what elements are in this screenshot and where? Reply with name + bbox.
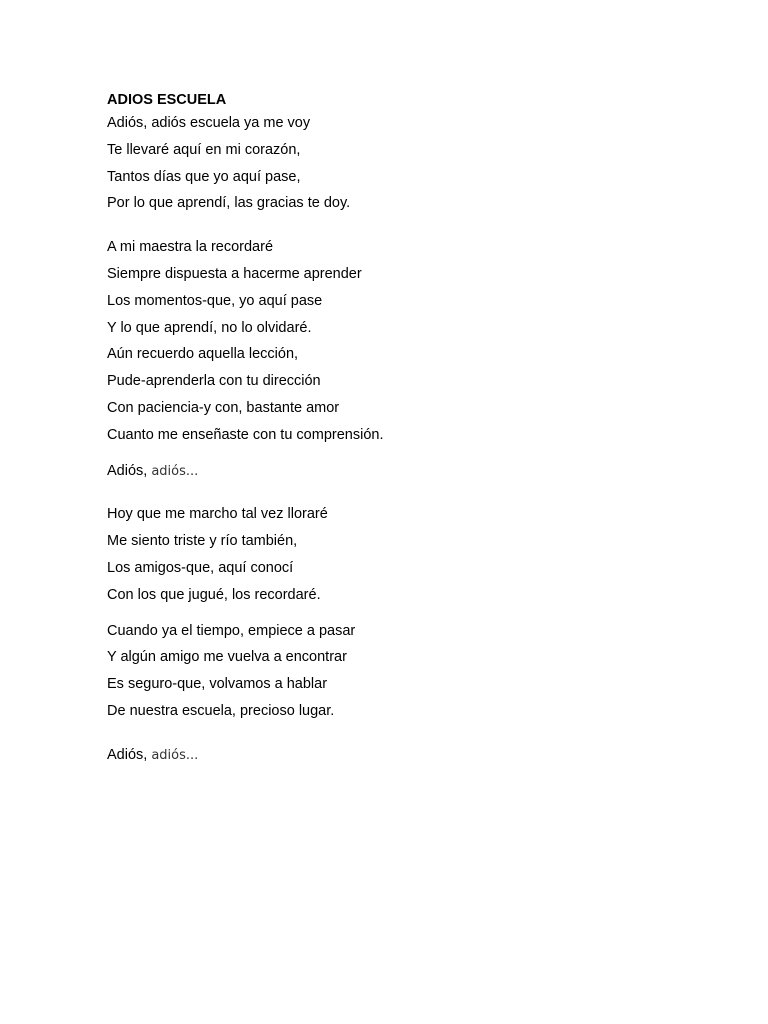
stanza-spacer [107, 725, 727, 742]
refrain-lead: Adiós, [107, 746, 148, 763]
poem-line: Te llevaré aquí en mi corazón, [107, 141, 301, 158]
poem-line: Aún recuerdo aquella lección, [107, 346, 299, 363]
stanza-spacer [107, 449, 727, 458]
poem-line: Con paciencia-y con, bastante amor [107, 399, 340, 416]
refrain-1 [107, 458, 727, 485]
poem-line: Pude-aprenderla con tu dirección [107, 373, 321, 390]
poem-line: Los momentos-que, yo aquí pase [107, 292, 323, 309]
refrain-echo: adiós... [151, 747, 199, 763]
poem-line: De nuestra escuela, precioso lugar. [107, 702, 335, 719]
refrain-echo: adiós... [151, 463, 199, 479]
stanza-1 [107, 110, 727, 217]
stanza-spacer [107, 217, 727, 234]
poem-line: Cuando ya el tiempo, empiece a pasar [107, 622, 356, 639]
refrain-lead: Adiós, [107, 462, 148, 479]
poem-line: Con los que jugué, los recordaré. [107, 586, 321, 603]
stanza-2 [107, 234, 727, 448]
refrain-2 [107, 742, 727, 769]
poem-title: ADIOS ESCUELA [107, 92, 227, 108]
stanza-spacer [107, 484, 727, 501]
poem-line: Cuanto me enseñaste con tu comprensión. [107, 426, 384, 443]
poem-line: A mi maestra la recordaré [107, 239, 274, 256]
poem-line: Adiós, adiós escuela ya me voy [107, 115, 311, 131]
poem-line: Siempre dispuesta a hacerme aprender [107, 265, 362, 282]
poem-line: Es seguro-que, volvamos a hablar [107, 676, 328, 693]
poem-line: Hoy que me marcho tal vez lloraré [107, 506, 328, 523]
poem-line: Me siento triste y río también, [107, 533, 298, 550]
document-page [107, 90, 727, 769]
stanza-3 [107, 501, 727, 608]
poem-line: Por lo que aprendí, las gracias te doy. [107, 195, 351, 212]
poem-line: Y algún amigo me vuelva a encontrar [107, 649, 347, 666]
poem-line: Y lo que aprendí, no lo olvidaré. [107, 319, 312, 336]
poem-line: Tantos días que yo aquí pase, [107, 168, 301, 185]
stanza-spacer [107, 609, 727, 618]
stanza-4 [107, 618, 727, 725]
poem-line: Los amigos-que, aquí conocí [107, 559, 294, 576]
